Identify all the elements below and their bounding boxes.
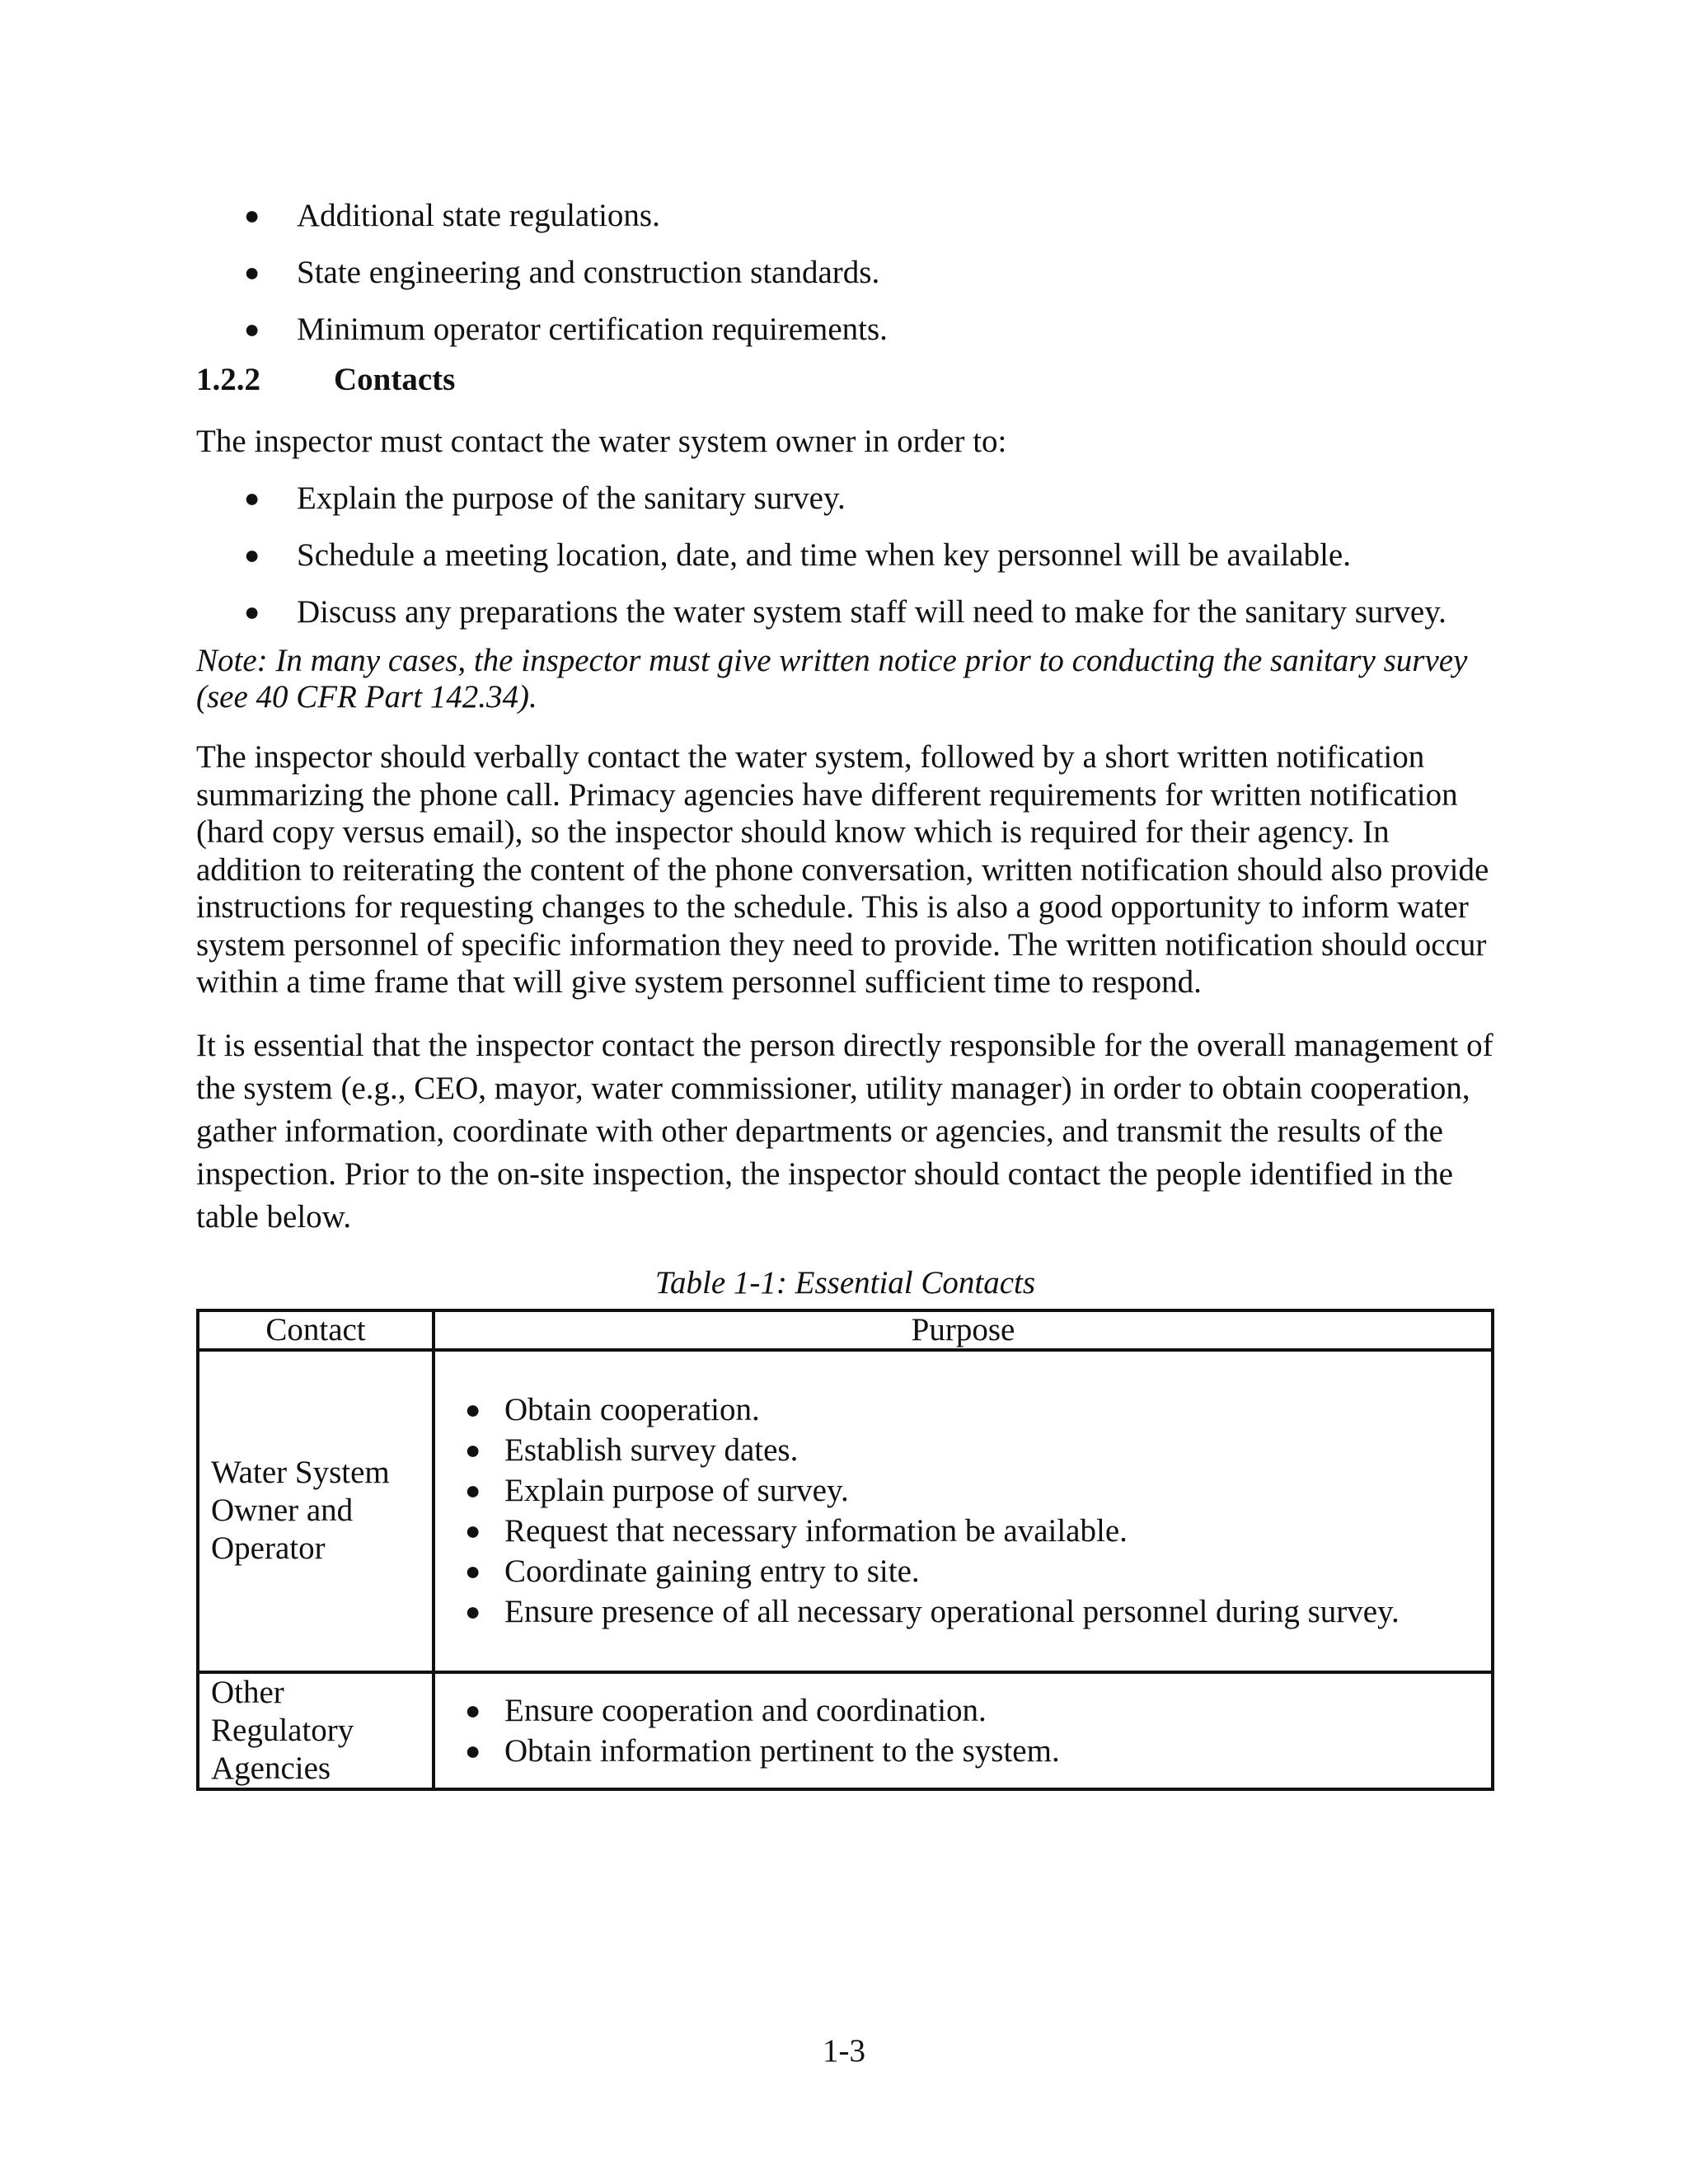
section-number: 1.2.2 [196,362,260,397]
section-title: Contacts [334,362,456,397]
intro-paragraph: The inspector must contact the water system owner in order to: [196,424,1007,459]
list-item-text: Ensure presence of all necessary operational personnel during survey. [504,1594,1400,1629]
list-item-text: Schedule a meeting location, date, and time when key personnel will be available. [297,537,1351,573]
table-row [198,1672,1493,1789]
table-header-row [198,1310,1493,1350]
list-item-text: Coordinate gaining entry to site. [504,1554,920,1589]
table-caption: Table 1-1: Essential Contacts [654,1264,1036,1301]
list-item [450,1591,1491,1632]
list-item-text: Explain purpose of survey. [504,1473,849,1508]
list-item [196,479,1494,518]
list-item [196,196,1494,235]
notification-paragraph: The inspector should verbally contact the water system, followed by a short written notification summarizing the phone call. Primacy agencies have different requirements for written notification (hard copy versus email), so the inspector should know which is required for their agency. In addition to reiterating the content of the phone conversation, written notification should also provide instructions for requesting changes to the schedule. This is also a good opportunity to inform water system personnel of specific information they need to provide. The written notification should occur within a time frame that will give system personnel sufficient time to respond. [196,739,1489,1000]
list-item [196,593,1494,631]
list-item-text: Obtain cooperation. [504,1392,760,1427]
contacts-paragraph: It is essential that the inspector contact the person directly responsible for the overall management of the system (e.g., CEO, mayor, water commissioner, utility manager) in order to obtain cooperation, gather information, coordinate with other departments or agencies, and transmit the results of the inspection. Prior to the on-site inspection, the inspector should contact the people identified in the table below. [196,1027,1493,1235]
purpose-cell [434,1350,1493,1672]
list-item-text: Request that necessary information be available. [504,1513,1128,1549]
list-item-text: Minimum operator certification requirements. [297,312,888,347]
list-item-text: Additional state regulations. [297,198,660,233]
bullet-icon: ● [244,540,260,569]
bullet-icon: ● [244,257,260,287]
page-number: 1-3 [823,2033,865,2069]
column-header-purpose: Purpose [434,1310,1493,1350]
document-page [196,196,1494,1791]
contact-bullet-list [196,479,1494,631]
list-item [450,1731,1491,1771]
list-item-text: Establish survey dates. [504,1432,799,1468]
list-item [450,1390,1491,1430]
list-item [196,310,1494,349]
top-bullet-list [196,196,1494,349]
note-paragraph: Note: In many cases, the inspector must give written notice prior to conducting the sanitary survey (see 40 CFR Part 142.34). [196,643,1468,715]
contact-cell: Other Regulatory Agencies [198,1672,434,1789]
contact-cell: Water System Owner and Operator [198,1350,434,1672]
list-item [196,536,1494,574]
list-item-text: Discuss any preparations the water system staff will need to make for the sanitary survey. [297,594,1447,630]
list-item [450,1551,1491,1591]
bullet-icon: ● [465,1556,481,1586]
list-item [450,1430,1491,1470]
purpose-list [450,1390,1491,1632]
list-item [450,1511,1491,1551]
list-item [196,253,1494,292]
bullet-icon: ● [465,1435,481,1465]
bullet-icon: ● [465,1516,481,1545]
section-heading [196,360,1494,399]
bullet-icon: ● [244,200,260,230]
list-item [450,1470,1491,1511]
list-item-text: State engineering and construction standards. [297,255,880,290]
bullet-icon: ● [465,1394,481,1424]
bullet-icon: ● [244,483,260,513]
purpose-list [450,1690,1491,1771]
list-item-text: Explain the purpose of the sanitary survey. [297,480,846,516]
essential-contacts-table [196,1309,1494,1791]
bullet-icon: ● [465,1735,481,1765]
bullet-icon: ● [244,597,260,626]
list-item [450,1690,1491,1731]
list-item-text: Ensure cooperation and coordination. [504,1692,987,1728]
bullet-icon: ● [244,314,260,344]
list-item-text: Obtain information pertinent to the system. [504,1732,1060,1769]
bullet-icon: ● [465,1596,481,1626]
purpose-cell [434,1672,1493,1789]
bullet-icon: ● [465,1694,481,1725]
bullet-icon: ● [465,1475,481,1505]
column-header-contact: Contact [198,1310,434,1350]
table-row [198,1350,1493,1672]
